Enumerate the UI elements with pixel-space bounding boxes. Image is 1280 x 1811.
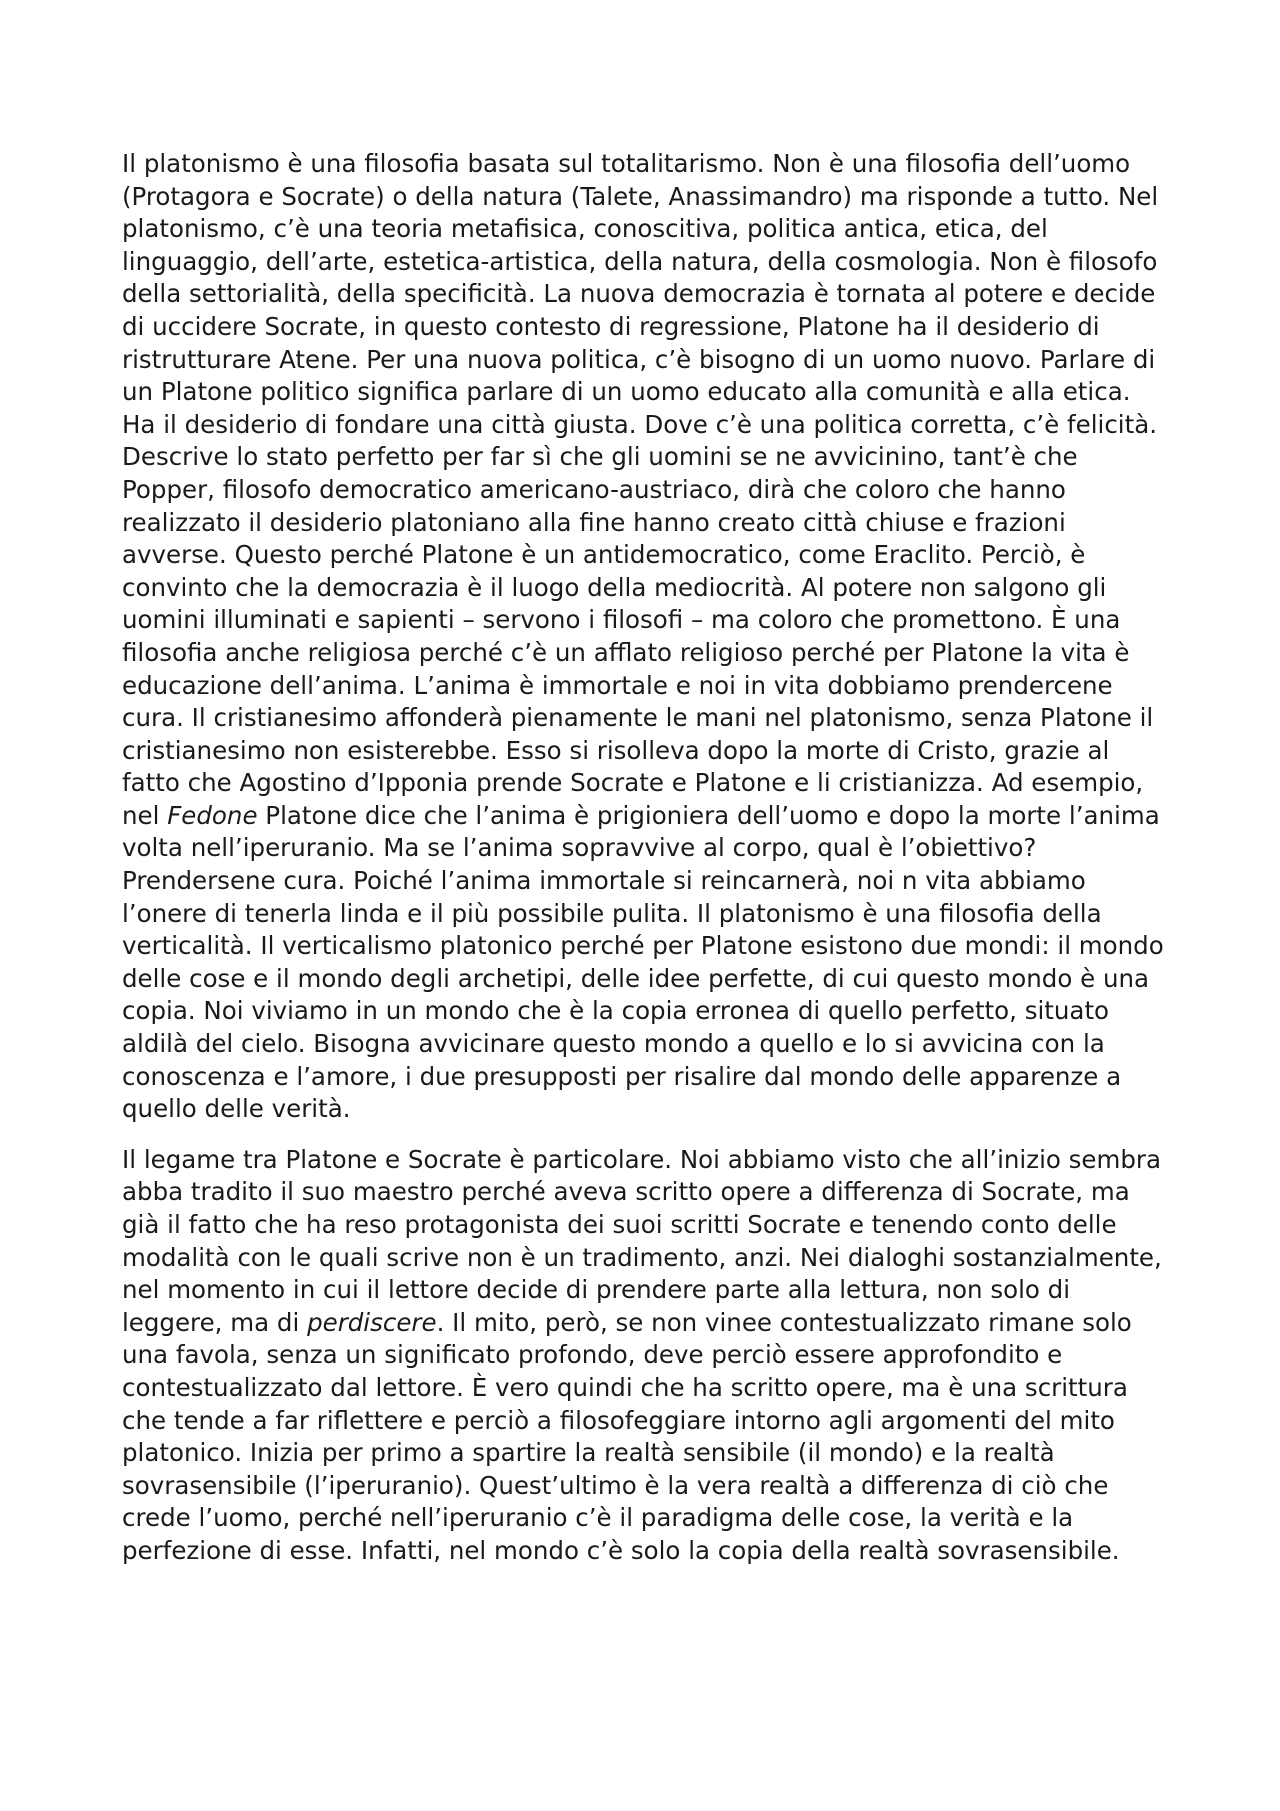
paragraph-text: Il legame tra Platone e Socrate è particolare. Noi abbiamo visto che all’inizio sembra abba tradito il suo maestro perché aveva scritto opere a differenza di Socrate, ma già il fatto che ha reso protagonista dei suoi scritti Socrate e tenendo conto delle modalità con le quali scrive non è un tradimento, anzi. Nei dialoghi sostanzialmente, nel momento in cui il lettore decide di prendere parte alla lettura, non solo di leggere, ma di — [122, 1144, 1162, 1337]
paragraph-2 — [122, 1144, 1167, 1568]
paragraph-text: Il platonismo è una filosofia basata sul totalitarismo. Non è una filosofia dell’uomo (Protagora e Socrate) o della natura (Talete, Anassimandro) ma risponde a tutto. Nel platonismo, c’è una teoria metafisica, conoscitiva, politica antica, etica, del linguaggio, dell’arte, estetica-artistica, della natura, della cosmologia. Non è filosofo della settorialità, della specificità. La nuova democrazia è tornata al potere e decide di uccidere Socrate, in questo contesto di regressione, Platone ha il desiderio di ristrutturare Atene. Per una nuova politica, c’è bisogno di un uomo nuovo. Parlare di un Platone politico significa parlare di un uomo educato alla comunità e alla etica. Ha il desiderio di fondare una città giusta. Dove c’è una politica corretta, c’è felicità. Descrive lo stato perfetto per far sì che gli uomini se ne avvicinino, tant’è che Popper, filosofo democratico americano-austriaco, dirà che coloro che hanno realizzato il desiderio platoniano alla fine hanno creato città chiuse e frazioni avverse. Questo perché Platone è un antidemocratico, come Eraclito. Perciò, è convinto che la democrazia è il luogo della mediocrità. Al potere non salgono gli uomini illuminati e sapienti – servono i filosofi – ma coloro che promettono. È una filosofia anche religiosa perché c’è un afflato religioso perché per Platone la vita è educazione dell’anima. L’anima è immortale e noi in vita dobbiamo prendercene cura. Il cristianesimo affonderà pienamente le mani nel platonismo, senza Platone il cristianesimo non esisterebbe. Esso si risolleva dopo la morte di Cristo, grazie al fatto che Agostino d’Ipponia prende Socrate e Platone e li cristianizza. Ad esempio, nel — [122, 149, 1159, 830]
italic-title-fedone: Fedone — [167, 800, 258, 830]
paragraph-1 — [122, 148, 1167, 1126]
paragraph-text: . Il mito, però, se non vinee contestualizzato rimane solo una favola, senza un significato profondo, deve perciò essere approfondito e contestualizzato dal lettore. È vero quindi che ha scritto opere, ma è una scrittura che tende a far riflettere e perciò a filosofeggiare intorno agli argomenti del mito platonico. Inizia per primo a spartire la realtà sensibile (il mondo) e la realtà sovrasensibile (l’iperuranio). Quest’ultimo è la vera realtà a differenza di ciò che crede l’uomo, perché nell’iperuranio c’è il paradigma delle cose, la verità e la perfezione di esse. Infatti, nel mondo c’è solo la copia della realtà sovrasensibile. — [122, 1307, 1132, 1565]
document-page — [122, 148, 1167, 1586]
italic-term-perdiscere: perdiscere — [307, 1307, 437, 1337]
paragraph-text: Platone dice che l’anima è prigioniera dell’uomo e dopo la morte l’anima volta nell’iperuranio. Ma se l’anima sopravvive al corpo, qual è l’obiettivo? Prendersene cura. Poiché l’anima immortale si reincarnerà, noi n vita abbiamo l’onere di tenerla linda e il più possibile pulita. Il platonismo è una filosofia della verticalità. Il verticalismo platonico perché per Platone esistono due mondi: il mondo delle cose e il mondo degli archetipi, delle idee perfette, di cui questo mondo è una copia. Noi viviamo in un mondo che è la copia erronea di quello perfetto, situato aldilà del cielo. Bisogna avvicinare questo mondo a quello e lo si avvicina con la conoscenza e l’amore, i due presupposti per risalire dal mondo delle apparenze a quello delle verità. — [122, 800, 1164, 1124]
